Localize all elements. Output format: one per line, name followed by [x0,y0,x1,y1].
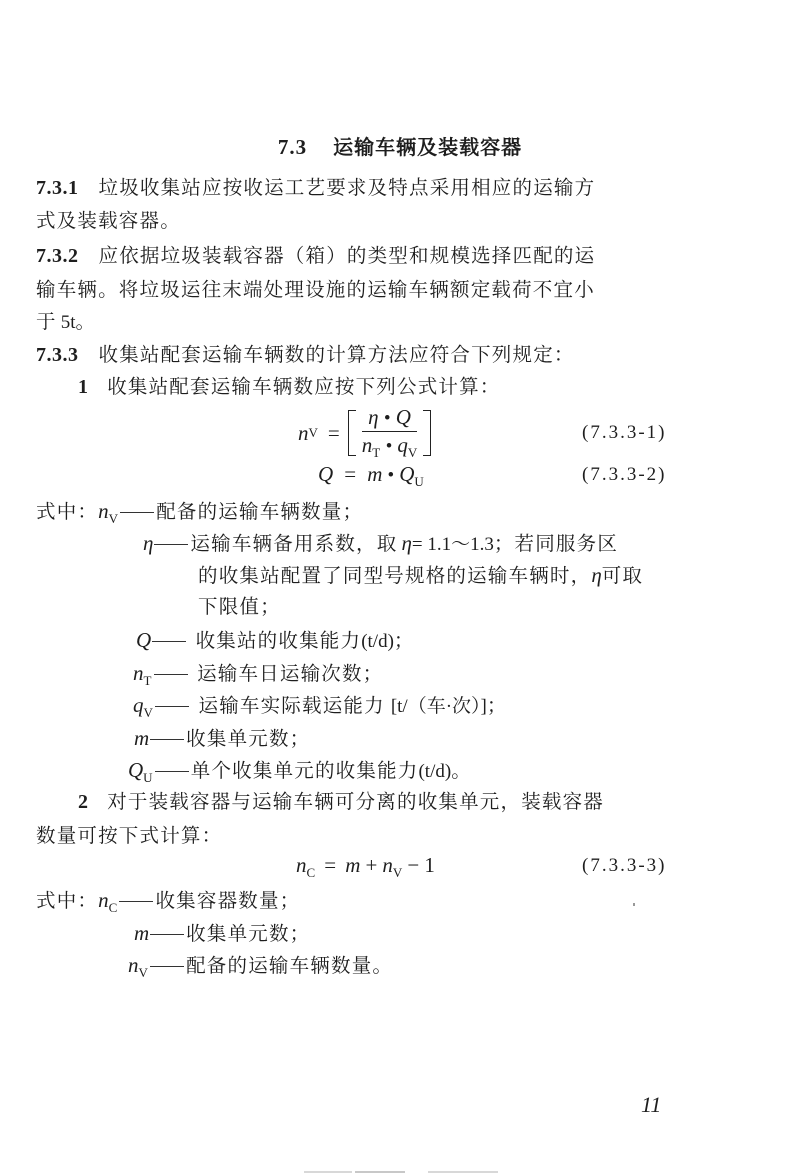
fraction [356,405,424,461]
dot: • [387,465,395,486]
clause-7-3-2-line-1 [36,244,595,268]
clause-text: 收集站配套运输车辆数的计算方法应符合下列规定： [98,343,575,366]
where-prefix: 式中： [36,889,99,912]
subscript: T [143,673,153,688]
definition: 的收集站配置了同型号规格的运输车辆时， [198,564,592,587]
unit: (t/d) [361,631,394,652]
where-nV [36,499,363,531]
em-dash [155,706,189,707]
range-value: = 1.1～1.3 [411,534,494,555]
where-prefix: 式中： [36,500,99,523]
symbol: n [128,953,139,977]
where2-nV [128,953,393,985]
item-number: 1 [78,376,90,398]
em-dash [154,544,188,545]
equation-label-1: (7.3.3-1) [582,422,667,443]
definition: 运输车日运输次数； [197,662,384,685]
subscript: V [138,965,150,980]
scan-edge-mark [428,1171,498,1173]
em-dash [119,901,153,902]
load-value: 5t [60,312,76,333]
punct: ； [393,629,415,652]
where2-m [134,921,310,946]
where-eta-line-3: 下限值； [198,595,281,618]
dot: • [383,408,391,429]
definition: 运输车辆备用系数，取 [190,532,398,555]
definition: 可取 [601,564,644,587]
equation-label-2: (7.3.3-2) [582,464,667,485]
section-title: 运输车辆及装载容器 [333,135,523,159]
where-Q [136,628,415,654]
subscript: C [108,900,119,915]
subscript: V [143,705,155,720]
em-dash [152,641,186,642]
em-dash [150,934,184,935]
symbol: η [401,531,412,555]
symbol: Q [136,628,152,652]
formula-7-3-3-3 [296,853,435,881]
definition: 收集站的收集能力 [195,629,362,652]
m: m [345,853,361,877]
left-floor-bracket [348,410,356,456]
where-qV [133,693,508,725]
subscript: V [308,425,318,440]
item-2-line-2: 数量可按下式计算： [36,824,223,847]
definition: 配备的运输车辆数量。 [186,954,394,977]
unit: (t/d) [418,761,452,782]
clause-7-3-1-line-2: 式及装载容器。 [36,209,181,232]
one: 1 [424,853,435,877]
punct: ； [486,694,508,717]
Q: Q [399,462,415,486]
plus-sign: + [365,853,378,877]
where-QU [128,758,472,790]
subscript: V [108,511,120,526]
scan-edge-mark [304,1171,352,1173]
symbol: η [591,563,602,587]
item-1 [78,375,501,399]
punct: 。 [451,759,472,782]
formula-symbol: n [298,420,309,445]
em-dash [155,771,189,772]
subscript: V [407,445,418,460]
minus-sign: − [407,853,420,877]
definition: 收集单元数； [186,727,311,750]
clause-text: 垃圾收集站应按收运工艺要求及特点采用相应的运输方 [98,176,596,199]
formula-7-3-3-2 [318,462,424,490]
symbol: n [133,661,144,685]
right-ceiling-bracket [423,410,431,456]
clause-number: 7.3.1 [36,177,79,199]
scan-edge-mark [355,1171,405,1173]
item-2-line-1 [78,790,604,814]
clause-7-3-2-line-2: 输车辆。将垃圾运往末端处理设施的运输车辆额定载荷不宜小 [36,278,595,301]
clause-7-3-2-line-3 [36,310,96,335]
clause-7-3-3-line-1 [36,343,575,367]
clause-7-3-1-line-1 [36,176,595,200]
definition: ；若同服务区 [493,532,619,555]
definition: 收集单元数； [186,922,311,945]
equals-sign: = [344,462,357,486]
subscript: T [372,445,381,460]
symbol: η [143,531,154,555]
definition: 收集容器数量； [155,889,301,912]
denominator [362,432,418,461]
em-dash [154,674,188,675]
eta: η [368,405,379,429]
subscript: C [306,865,316,880]
q: q [397,433,408,457]
where2-nC [36,888,300,920]
section-number: 7.3 [277,135,308,159]
subscript: V [392,865,403,880]
n: n [361,433,373,457]
scan-speck [633,903,635,906]
text: 于 [36,310,57,333]
symbol: q [133,693,144,717]
clause-text: 应依据垃圾装载容器（箱）的类型和规模选择匹配的运 [98,244,596,267]
n: n [382,853,393,877]
clause-number: 7.3.3 [36,344,79,366]
where-nT [133,661,383,693]
where-eta-line-2 [198,563,643,588]
item-text: 收集站配套运输车辆数应按下列公式计算： [107,375,501,398]
symbol: n [98,499,109,523]
symbol: m [134,726,150,750]
item-number: 2 [78,791,90,813]
text: 。 [75,310,97,333]
subscript: U [414,474,424,489]
Q: Q [318,462,334,486]
equals-sign: = [324,853,337,877]
definition: 单个收集单元的收集能力 [190,759,419,782]
numerator [362,405,418,432]
Q: Q [395,405,411,429]
page-number: 11 [641,1092,662,1117]
dot: • [385,436,393,457]
section-heading [0,131,800,160]
formula-7-3-3-1 [298,405,431,460]
em-dash [150,739,184,740]
where-eta-line-1 [143,531,618,557]
em-dash [150,966,184,967]
unit: [t/（车·次）] [390,696,487,717]
definition: 运输车实际载运能力 [198,694,385,717]
em-dash [120,512,154,513]
equation-label-3: (7.3.3-3) [582,855,667,876]
subscript: U [143,770,154,785]
symbol: m [134,921,150,945]
n: n [296,853,307,877]
item-text: 对于装载容器与运输车辆可分离的收集单元，装载容器 [107,790,605,813]
equals-sign: = [327,420,340,445]
symbol: Q [128,758,144,782]
clause-number: 7.3.2 [36,245,79,267]
definition: 配备的运输车辆数量； [156,500,364,523]
symbol: n [98,888,109,912]
where-m [134,726,310,751]
m: m [367,462,383,486]
